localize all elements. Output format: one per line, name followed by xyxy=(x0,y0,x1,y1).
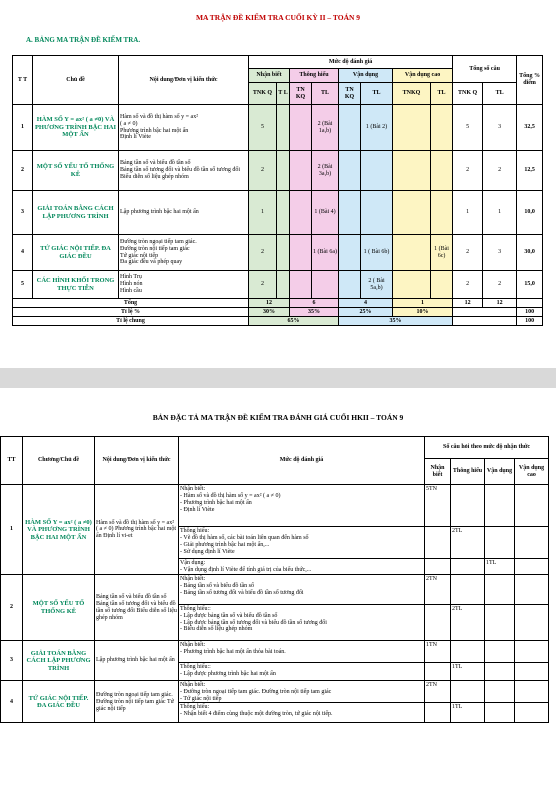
header-topic: Chủ đề xyxy=(33,56,119,105)
row-topic: TỨ GIÁC NỘI TIẾP. ĐA GIÁC ĐỀU xyxy=(33,235,119,271)
spec-header-level: Mức độ đánh giá xyxy=(179,437,425,485)
spec-level-desc xyxy=(179,574,425,604)
spec-level-line: Vận dụng: xyxy=(180,560,206,566)
spec-count-th xyxy=(451,485,485,527)
cell-vdc-tl xyxy=(431,191,453,235)
matrix-page xyxy=(0,0,556,368)
row-topic: MỘT SỐ YẾU TỐ THỐNG KÊ xyxy=(33,151,119,191)
spec-level-line: Thông hiểu:: xyxy=(180,605,211,612)
spec-level-desc xyxy=(179,680,425,703)
spec-level-line: - Hàm số và đồ thị hàm số y = ax² ( a ≠ 0) xyxy=(180,492,281,499)
spec-level-line: Nhận biết: xyxy=(180,486,206,492)
cell-vdc-tl xyxy=(431,105,453,151)
header-th-tl: TL xyxy=(312,83,339,105)
cell-vdc-tnkq xyxy=(393,105,431,151)
cell-nb-tl xyxy=(277,105,290,151)
cell-pct: 30,0 xyxy=(517,235,543,271)
cell-th-tnkq xyxy=(290,151,312,191)
spec-header-content: Nội dung/Đơn vị kiến thức xyxy=(95,437,179,485)
header-th-tnkq: TN KQ xyxy=(290,83,312,105)
spec-count-vdc xyxy=(515,680,549,703)
spec-row-content: Đường tròn ngoại tiếp tam giác. Đường tròn nội tiếp tam giác Tứ giác nội tiếp xyxy=(95,680,179,723)
header-nhan-biet: Nhận biết xyxy=(249,69,290,83)
total-vdc: 1 xyxy=(393,299,453,308)
content-line: Phương trình bậc hai một ẩn xyxy=(120,127,189,134)
header-sum-tl: TL xyxy=(483,83,517,105)
header-nb-tnkq: TNK Q xyxy=(249,83,277,105)
content-line: Đa giác đều và phép quay xyxy=(120,259,183,266)
overall-ratio-pct: 100 xyxy=(517,317,543,326)
cell-th-tl: 1 (Bài 6a) xyxy=(312,235,339,271)
spec-row-topic: GIẢI TOÁN BẰNG CÁCH LẬP PHƯƠNG TRÌNH xyxy=(23,640,95,680)
header-level: Mức độ đánh giá xyxy=(249,56,453,69)
content-line: Định lí Viète xyxy=(120,134,151,141)
spec-count-th xyxy=(451,640,485,662)
cell-sum-tl: 3 xyxy=(483,105,517,151)
content-line: Tứ giác nội tiếp xyxy=(120,252,159,259)
cell-nb-tl xyxy=(277,235,290,271)
spec-level-line: - Tứ giác nội tiếp xyxy=(180,695,222,702)
spec-count-vd: 1TL xyxy=(485,559,515,575)
cell-nb-tnkq: 2 xyxy=(249,151,277,191)
spec-count-th xyxy=(451,574,485,604)
cell-vd-tl xyxy=(361,191,393,235)
spec-level-desc xyxy=(179,485,425,527)
spec-level-line: - Sử dụng định lí Viète xyxy=(180,548,235,555)
cell-sum-tl: 2 xyxy=(483,151,517,191)
spec-table xyxy=(0,436,549,723)
cell-vdc-tnkq xyxy=(393,235,431,271)
cell-vd-tl: 2 ( Bài 5a,b) xyxy=(361,271,393,299)
cell-vd-tl: 1 (Bài 2) xyxy=(361,105,393,151)
cell-th-tnkq xyxy=(290,235,312,271)
spec-header-th: Thông hiểu xyxy=(451,459,485,485)
overall-ratio-label: Tỉ lệ chung xyxy=(13,317,249,326)
spec-row-topic: MỘT SỐ YẾU TỐ THỐNG KÊ xyxy=(23,574,95,640)
cell-vdc-tl: 1 (Bài 6c) xyxy=(431,235,453,271)
spec-count-vdc xyxy=(515,574,549,604)
cell-nb-tnkq: 1 xyxy=(249,191,277,235)
cell-nb-tnkq: 2 xyxy=(249,271,277,299)
spec-count-nb: 5TN xyxy=(425,485,451,527)
cell-vd-tl: 1 ( Bài 6b) xyxy=(361,235,393,271)
spec-level-line: - Nhận biết 4 điểm cùng thuộc một đường tròn, tứ giác nội tiếp. xyxy=(180,711,333,718)
row-content xyxy=(119,151,249,191)
spec-count-vd xyxy=(485,680,515,703)
content-line: Bảng tần số tương đối và biểu đồ tần số tương đối xyxy=(120,167,241,174)
total-vd: 4 xyxy=(339,299,393,308)
spec-count-th: 1TL xyxy=(451,662,485,680)
header-sum-tnkq: TNK Q xyxy=(453,83,483,105)
cell-vd-tnkq xyxy=(339,151,361,191)
spec-row xyxy=(1,574,549,604)
ratio-nb: 30% xyxy=(249,308,290,317)
ratio-label: Tỉ lệ % xyxy=(13,308,249,317)
spec-row-content: Bảng tần số và biểu đồ tần số Bảng tần số tương đối và biểu đồ tần số tương đối Biểu diễn số liệu ghép nhóm xyxy=(95,574,179,640)
total-sum-tl: 12 xyxy=(483,299,517,308)
overall-ratio-right: 35% xyxy=(339,317,453,326)
spec-count-th: 1TL xyxy=(451,703,485,723)
matrix-row xyxy=(13,151,543,191)
spec-level-line: Thông hiểu:: xyxy=(180,663,211,670)
spec-page xyxy=(0,388,556,795)
spec-count-th: 2TL xyxy=(451,527,485,559)
header-tt: T T xyxy=(13,56,33,105)
ratio-th: 35% xyxy=(290,308,339,317)
header-vd-tnkq: TN KQ xyxy=(339,83,361,105)
cell-th-tl: 1 (Bài 4) xyxy=(312,191,339,235)
spec-count-vd xyxy=(485,604,515,640)
spec-level-line: Nhận biết: xyxy=(180,641,206,648)
spec-level-line: - Phương trình bậc hai một ẩn thỏa bài toán. xyxy=(180,648,286,655)
spec-level-desc xyxy=(179,703,425,723)
ratio-vdc: 10% xyxy=(393,308,453,317)
spec-level-line: - Lập được bảng tần số và biểu đồ tần số xyxy=(180,612,278,619)
cell-th-tnkq xyxy=(290,271,312,299)
cell-vdc-tl xyxy=(431,271,453,299)
spec-level-line: - Bảng tần số tương đối và biểu đồ tần số tương đối xyxy=(180,589,304,596)
spec-level-line: - Đường tròn ngoại tiếp tam giác. Đường tròn nội tiếp tam giác xyxy=(180,688,332,695)
matrix-row xyxy=(13,271,543,299)
row-topic: GIẢI TOÁN BẰNG CÁCH LẬP PHƯƠNG TRÌNH xyxy=(33,191,119,235)
cell-pct: 15,0 xyxy=(517,271,543,299)
row-content xyxy=(119,191,249,235)
spec-count-vdc xyxy=(515,527,549,559)
spec-row-tt: 4 xyxy=(1,680,23,723)
header-thong-hieu: Thông hiểu xyxy=(290,69,339,83)
header-content: Nội dung/Đơn vị kiến thức xyxy=(119,56,249,105)
ratio-vd: 25% xyxy=(339,308,393,317)
matrix-row xyxy=(13,191,543,235)
content-line: Hình nón xyxy=(120,281,143,288)
overall-ratio-left: 65% xyxy=(249,317,339,326)
header-van-dung: Vận dụng xyxy=(339,69,393,83)
spec-row xyxy=(1,680,549,703)
cell-sum-tl: 3 xyxy=(483,235,517,271)
row-content xyxy=(119,105,249,151)
matrix-row xyxy=(13,235,543,271)
spec-level-line: - Vẽ đồ thị hàm số, các bài toán liên quan đến hàm số xyxy=(180,534,309,541)
spec-count-vdc xyxy=(515,662,549,680)
spec-count-vdc xyxy=(515,559,549,575)
spec-count-vdc xyxy=(515,604,549,640)
spec-count-vd xyxy=(485,485,515,527)
cell-sum-tnkq: 2 xyxy=(453,151,483,191)
spec-count-th xyxy=(451,680,485,703)
cell-vdc-tl xyxy=(431,151,453,191)
cell-th-tl: 2 (Bài 3a,b) xyxy=(312,151,339,191)
cell-nb-tl xyxy=(277,191,290,235)
content-line: Đường tròn nội tiếp tam giác xyxy=(120,245,190,252)
spec-level-line: - Bảng tần số và biểu đồ tần số xyxy=(180,582,254,589)
total-nb: 12 xyxy=(249,299,290,308)
cell-vdc-tnkq xyxy=(393,151,431,191)
spec-count-nb xyxy=(425,703,451,723)
spec-count-vd xyxy=(485,640,515,662)
spec-row-content: Hàm số và đồ thị hàm số y = ax² ( a ≠ 0) Phương trình bậc hai một ẩn Định lí vi-et xyxy=(95,485,179,575)
cell-vd-tnkq xyxy=(339,191,361,235)
spec-level-desc xyxy=(179,527,425,559)
spec-header-vd: Vận dụng xyxy=(485,459,515,485)
header-total-questions: Tổng số câu xyxy=(453,56,517,83)
header-nb-tl: T L xyxy=(277,83,290,105)
spec-count-nb xyxy=(425,662,451,680)
spec-count-vd xyxy=(485,527,515,559)
spec-level-line: Nhận biết: xyxy=(180,681,206,688)
cell-nb-tnkq: 5 xyxy=(249,105,277,151)
cell-nb-tnkq: 2 xyxy=(249,235,277,271)
matrix-title: MA TRẬN ĐỀ KIỂM TRA CUỐI KỲ II – TOÁN 9 xyxy=(195,13,361,22)
total-label: Tổng xyxy=(13,299,249,308)
cell-sum-tnkq: 2 xyxy=(453,271,483,299)
spec-count-vdc xyxy=(515,485,549,527)
cell-th-tnkq xyxy=(290,105,312,151)
content-line: Đường tròn ngoại tiếp tam giác. xyxy=(120,238,197,245)
content-line: ( a ≠ 0) xyxy=(120,120,138,127)
spec-count-vd xyxy=(485,574,515,604)
header-vd-tl: TL xyxy=(361,83,393,105)
content-line: Biểu diễn số liệu ghép nhóm xyxy=(120,173,189,180)
cell-vdc-tnkq xyxy=(393,191,431,235)
spec-count-vd xyxy=(485,662,515,680)
spec-level-line: Nhận biết: xyxy=(180,575,206,582)
spec-level-line: - Lập được bảng tần số tương đối và biểu đồ tần số tương đối xyxy=(180,619,327,626)
cell-sum-tnkq: 1 xyxy=(453,191,483,235)
cell-th-tnkq xyxy=(290,191,312,235)
matrix-table xyxy=(12,55,543,326)
spec-level-line: - Lập được phương trình bậc hai một ẩn xyxy=(180,670,276,677)
header-vdc-tl: TL xyxy=(431,83,453,105)
cell-pct: 10,0 xyxy=(517,191,543,235)
cell-sum-tl: 2 xyxy=(483,271,517,299)
cell-th-tl xyxy=(312,271,339,299)
cell-vd-tnkq xyxy=(339,105,361,151)
spec-count-th xyxy=(451,559,485,575)
header-van-dung-cao: Vận dụng cao xyxy=(393,69,453,83)
spec-level-line: - Phương trình bậc hai một ẩn xyxy=(180,499,252,506)
cell-nb-tl xyxy=(277,271,290,299)
cell-sum-tnkq: 2 xyxy=(453,235,483,271)
cell-pct: 32,5 xyxy=(517,105,543,151)
spec-row-topic: TỨ GIÁC NỘI TIẾP. ĐA GIÁC ĐỀU xyxy=(23,680,95,723)
row-content xyxy=(119,271,249,299)
row-tt: 5 xyxy=(13,271,33,299)
cell-nb-tl xyxy=(277,151,290,191)
matrix-row xyxy=(13,105,543,151)
cell-sum-tnkq: 5 xyxy=(453,105,483,151)
spec-level-line: - Giải phương trình bậc hai một ẩn,... xyxy=(180,541,270,548)
cell-vd-tl xyxy=(361,151,393,191)
page-separator xyxy=(0,368,556,388)
row-topic: HÀM SỐ Y = ax² ( a ≠0) VÀ PHƯƠNG TRÌNH BẬC HAI MỘT ẨN xyxy=(33,105,119,151)
spec-level-desc xyxy=(179,559,425,575)
spec-level-desc xyxy=(179,640,425,662)
content-line: Bảng tần số và biểu đồ tần số xyxy=(120,160,191,167)
spec-level-line: - Biểu diễn số liệu ghép nhóm xyxy=(180,626,253,633)
spec-row-content: Lập phương trình bậc hai một ẩn xyxy=(95,640,179,680)
spec-row-topic: HÀM SỐ Y = ax² ( a ≠0) VÀ PHƯƠNG TRÌNH BẬC HAI MỘT ẨN xyxy=(23,485,95,575)
spec-count-nb xyxy=(425,604,451,640)
spec-level-desc xyxy=(179,604,425,640)
cell-sum-tl: 1 xyxy=(483,191,517,235)
header-vdc-tnkq: TNKQ xyxy=(393,83,431,105)
cell-pct: 12,5 xyxy=(517,151,543,191)
matrix-subtitle: A. BẢNG MA TRẬN ĐỀ KIỂM TRA. xyxy=(26,36,141,44)
content-line: Hàm số và đồ thị hàm số y = ax² xyxy=(120,113,199,120)
total-sum-tnkq: 12 xyxy=(453,299,483,308)
spec-count-nb: 1TN xyxy=(425,640,451,662)
row-content xyxy=(119,235,249,271)
spec-header-chapter: Chương/Chủ đề xyxy=(23,437,95,485)
cell-vd-tnkq xyxy=(339,271,361,299)
spec-count-nb xyxy=(425,527,451,559)
spec-level-line: - Vận dụng định lí Viète để tính giá trị của biểu thức,... xyxy=(180,566,312,573)
spec-count-nb: 2TN xyxy=(425,574,451,604)
ratio-pct: 100 xyxy=(517,308,543,317)
content-line: Hình Trụ xyxy=(120,274,142,281)
spec-count-vd xyxy=(485,703,515,723)
spec-row xyxy=(1,485,549,527)
spec-row xyxy=(1,640,549,662)
content-line: Lập phương trình bậc hai một ẩn xyxy=(120,209,199,216)
spec-level-desc xyxy=(179,662,425,680)
cell-th-tl: 2 (Bài 1a,b) xyxy=(312,105,339,151)
spec-level-line: Thông hiểu: xyxy=(180,528,210,534)
spec-title: BẢN ĐẶC TẢ MA TRẬN ĐỀ KIỂM TRA ĐÁNH GIÁ CUỐI HKII – TOÁN 9 xyxy=(152,413,404,422)
total-th: 6 xyxy=(290,299,339,308)
spec-count-nb: 2TN xyxy=(425,680,451,703)
spec-count-vdc xyxy=(515,703,549,723)
spec-header-nb: Nhận biết xyxy=(425,459,451,485)
spec-level-line: Thông hiểu: xyxy=(180,704,210,711)
row-tt: 4 xyxy=(13,235,33,271)
spec-row-tt: 1 xyxy=(1,485,23,575)
spec-header-vdc: Vận dụng cao xyxy=(515,459,549,485)
row-tt: 2 xyxy=(13,151,33,191)
content-line: Hình cầu xyxy=(120,287,142,294)
spec-level-line: - Định lí Viète xyxy=(180,506,215,513)
spec-count-th: 2TL xyxy=(451,604,485,640)
row-tt: 3 xyxy=(13,191,33,235)
cell-vd-tnkq xyxy=(339,235,361,271)
spec-row-tt: 2 xyxy=(1,574,23,640)
row-topic: CÁC HÌNH KHỐI TRONG THỰC TIỄN xyxy=(33,271,119,299)
header-total-percent: Tổng % điểm xyxy=(517,56,543,105)
spec-header-question-count: Số câu hỏi theo mức độ nhận thức xyxy=(425,437,549,459)
cell-vdc-tnkq xyxy=(393,271,431,299)
row-tt: 1 xyxy=(13,105,33,151)
spec-count-nb xyxy=(425,559,451,575)
spec-header-tt: TT xyxy=(1,437,23,485)
spec-count-vdc xyxy=(515,640,549,662)
spec-row-tt: 3 xyxy=(1,640,23,680)
